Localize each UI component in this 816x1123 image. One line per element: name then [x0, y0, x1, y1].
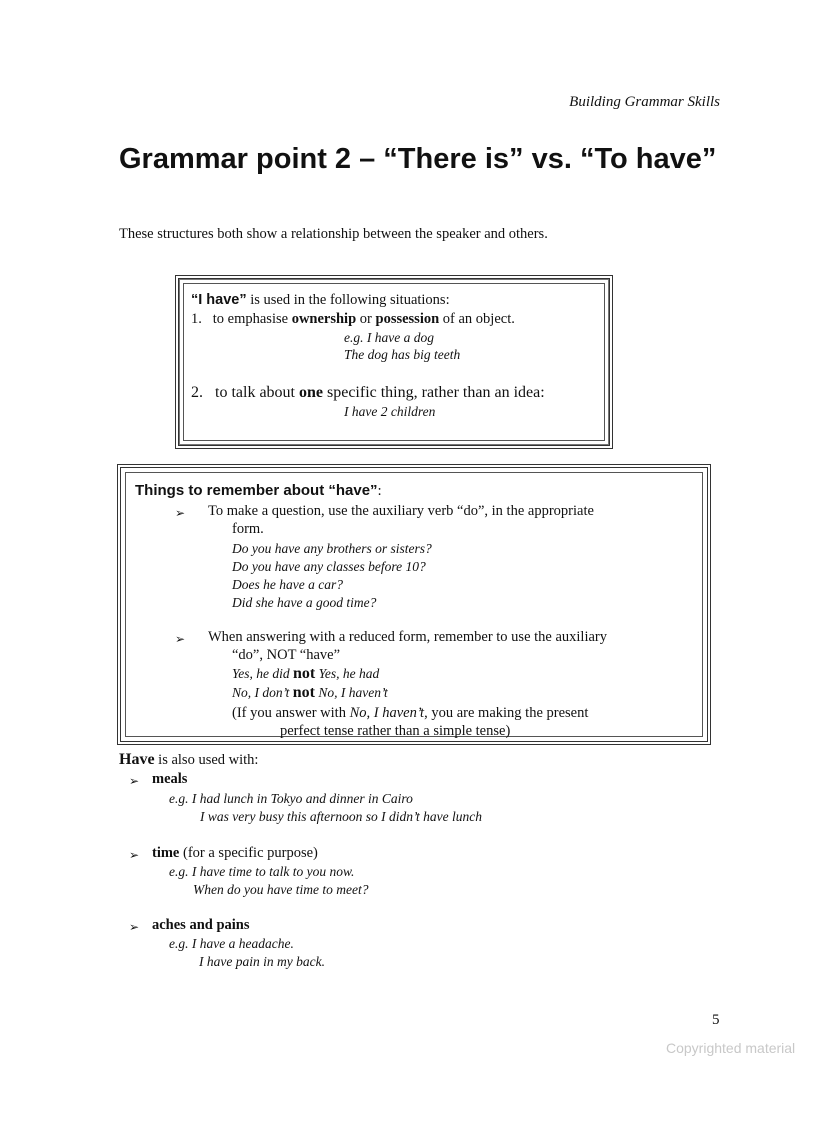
box1-item2: 2. to talk about one specific thing, rather than an idea:	[191, 384, 545, 401]
also-example: e.g. I had lunch in Tokyo and dinner in Cairo	[169, 791, 413, 806]
box2-bullet2-line2: “do”, NOT “have”	[232, 647, 341, 663]
bullet-arrow-icon: ➢	[129, 848, 140, 862]
box1-item2-example: I have 2 children	[344, 404, 436, 419]
box2-example: Does he have a car?	[232, 577, 343, 592]
bullet-arrow-icon: ➢	[175, 506, 186, 520]
box2-example: Yes, he did not Yes, he had	[232, 665, 380, 682]
box2-bullet1-line1: To make a question, use the auxiliary verb “do”, in the appropriate	[208, 503, 594, 519]
page-title: Grammar point 2 – “There is” vs. “To have”	[119, 143, 717, 175]
box1-item1: 1. to emphasise ownership or possession of an object.	[191, 311, 515, 327]
box1-item1-example2: The dog has big teeth	[344, 347, 461, 362]
intro-text: These structures both show a relationship between the speaker and others.	[119, 226, 548, 242]
also-example: I was very busy this afternoon so I didn’t have lunch	[200, 809, 482, 824]
also-example: e.g. I have time to talk to you now.	[169, 864, 355, 879]
box2-note: (If you answer with No, I haven’t, you are making the present	[232, 705, 589, 721]
also-example: When do you have time to meet?	[193, 882, 369, 897]
box2-example: Do you have any classes before 10?	[232, 559, 426, 574]
box1-lead: “I have” is used in the following situations:	[191, 292, 450, 308]
box2-example: Did she have a good time?	[232, 595, 377, 610]
copyright-watermark: Copyrighted material	[666, 1040, 796, 1056]
box2-bullet2-line1: When answering with a reduced form, remember to use the auxiliary	[208, 629, 608, 645]
also-used-lead: Have is also used with:	[119, 751, 259, 768]
box2-heading: Things to remember about “have”:	[135, 482, 382, 499]
box2-note-line2: perfect tense rather than a simple tense)	[280, 723, 511, 739]
also-item-meals: meals	[152, 771, 188, 787]
bullet-arrow-icon: ➢	[129, 774, 140, 788]
also-item-time: time (for a specific purpose)	[152, 845, 318, 861]
bullet-arrow-icon: ➢	[175, 632, 186, 646]
box1-item1-example1: e.g. I have a dog	[344, 330, 434, 345]
bullet-arrow-icon: ➢	[129, 920, 140, 934]
have-usage-box	[175, 275, 613, 449]
box2-example: No, I don’t not No, I haven’t	[232, 684, 388, 701]
box2-bullet1-line2: form.	[232, 521, 264, 537]
box2-example: Do you have any brothers or sisters?	[232, 541, 432, 556]
also-example: I have pain in my back.	[199, 954, 325, 969]
also-example: e.g. I have a headache.	[169, 936, 294, 951]
page-number: 5	[712, 1012, 720, 1028]
running-head: Building Grammar Skills	[569, 94, 720, 110]
also-item-aches: aches and pains	[152, 917, 250, 933]
things-to-remember-box	[117, 464, 711, 745]
